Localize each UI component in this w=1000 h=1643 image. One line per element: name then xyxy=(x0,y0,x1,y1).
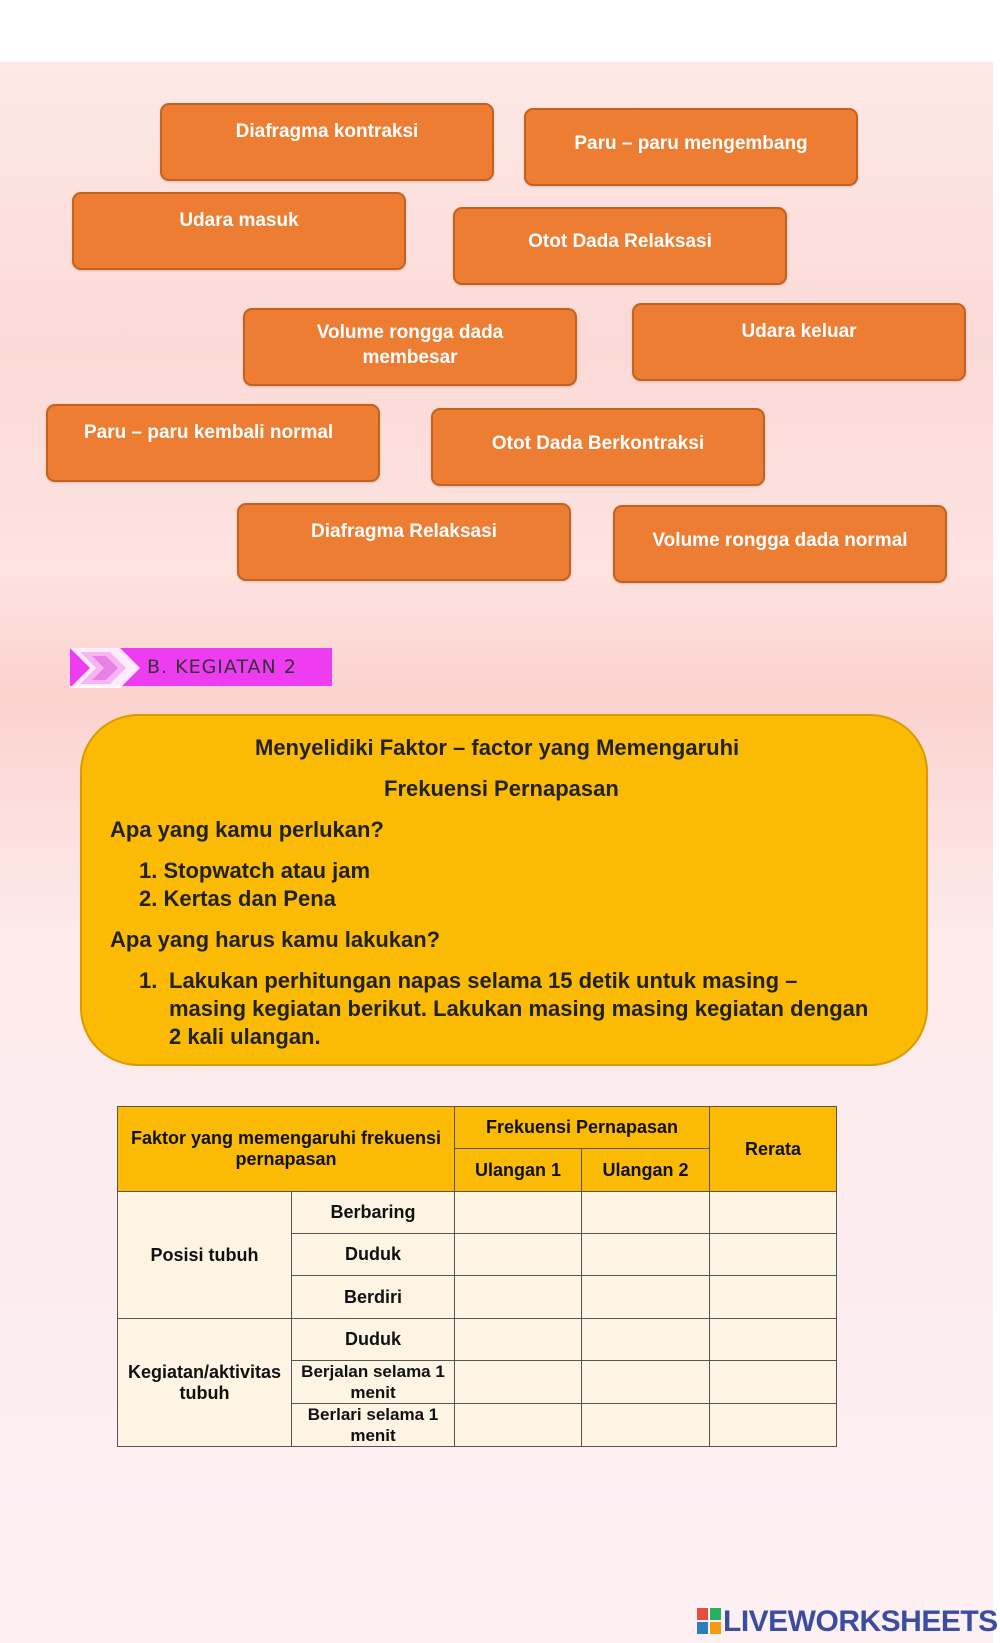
activity-label: Berdiri xyxy=(292,1276,455,1319)
answer-cell[interactable] xyxy=(582,1276,710,1319)
answer-cell[interactable] xyxy=(455,1276,582,1319)
needs-heading: Apa yang kamu perlukan? xyxy=(110,817,384,842)
todo-number: 1. xyxy=(139,968,158,993)
answer-cell[interactable] xyxy=(455,1319,582,1361)
frequency-table xyxy=(117,1106,837,1447)
drag-card[interactable]: Otot Dada Relaksasi xyxy=(453,207,787,285)
activity-label: Berlari selama 1 menit xyxy=(292,1404,455,1447)
answer-cell[interactable] xyxy=(710,1276,837,1319)
drag-card[interactable]: Diafragma Relaksasi xyxy=(237,503,571,581)
activity-title-line1: Menyelidiki Faktor – factor yang Memengaruhi xyxy=(255,735,740,760)
activity-label: Duduk xyxy=(292,1319,455,1361)
answer-cell[interactable] xyxy=(582,1361,710,1404)
liveworksheets-logo-icon xyxy=(697,1608,721,1634)
trial2-header: Ulangan 2 xyxy=(582,1149,710,1192)
activity-label: Berbaring xyxy=(292,1192,455,1234)
drag-card[interactable]: Udara keluar xyxy=(632,303,966,381)
answer-cell[interactable] xyxy=(710,1361,837,1404)
frequency-header: Frekuensi Pernapasan xyxy=(455,1107,710,1149)
ribbon-decoration-icon xyxy=(70,648,140,688)
section-banner xyxy=(70,648,332,686)
answer-cell[interactable] xyxy=(455,1234,582,1276)
needs-item: 2. Kertas dan Pena xyxy=(139,886,336,911)
answer-cell[interactable] xyxy=(710,1319,837,1361)
section-label: B. KEGIATAN 2 xyxy=(147,656,297,678)
liveworksheets-logo xyxy=(697,1605,998,1638)
trial1-header: Ulangan 1 xyxy=(455,1149,582,1192)
answer-cell[interactable] xyxy=(710,1234,837,1276)
brand-text: LIVEWORKSHEETS xyxy=(723,1605,998,1638)
answer-cell[interactable] xyxy=(455,1361,582,1404)
todo-line: 2 kali ulangan. xyxy=(169,1024,321,1049)
needs-item: 1. Stopwatch atau jam xyxy=(139,858,371,883)
drag-card[interactable]: Otot Dada Berkontraksi xyxy=(431,408,765,486)
drag-card[interactable]: Udara masuk xyxy=(72,192,406,270)
drag-card[interactable]: Volume rongga dada membesar xyxy=(243,308,577,386)
activity-label: Duduk xyxy=(292,1234,455,1276)
factor-header: Faktor yang memengaruhi frekuensi pernapasan xyxy=(118,1107,455,1192)
drag-card[interactable]: Diafragma kontraksi xyxy=(160,103,494,181)
todo-line: Lakukan perhitungan napas selama 15 detik untuk masing – xyxy=(169,968,798,993)
answer-cell[interactable] xyxy=(710,1192,837,1234)
answer-cell[interactable] xyxy=(455,1192,582,1234)
todo-line: masing kegiatan berikut. Lakukan masing masing kegiatan dengan xyxy=(169,996,869,1021)
activity-label: Berjalan selama 1 menit xyxy=(292,1361,455,1404)
instructions-box xyxy=(80,714,928,1066)
answer-cell[interactable] xyxy=(582,1404,710,1447)
answer-cell[interactable] xyxy=(582,1192,710,1234)
activity-title-line2: Frekuensi Pernapasan xyxy=(384,776,619,801)
answer-cell[interactable] xyxy=(582,1234,710,1276)
group-label: Posisi tubuh xyxy=(118,1192,292,1319)
group-label: Kegiatan/aktivitas tubuh xyxy=(118,1319,292,1447)
drag-card[interactable]: Paru – paru mengembang xyxy=(524,108,858,186)
drag-card[interactable]: Paru – paru kembali normal xyxy=(46,404,380,482)
answer-cell[interactable] xyxy=(455,1404,582,1447)
average-header: Rerata xyxy=(710,1107,837,1192)
answer-cell[interactable] xyxy=(710,1404,837,1447)
todo-heading: Apa yang harus kamu lakukan? xyxy=(110,927,441,952)
drag-card[interactable]: Volume rongga dada normal xyxy=(613,505,947,583)
answer-cell[interactable] xyxy=(582,1319,710,1361)
